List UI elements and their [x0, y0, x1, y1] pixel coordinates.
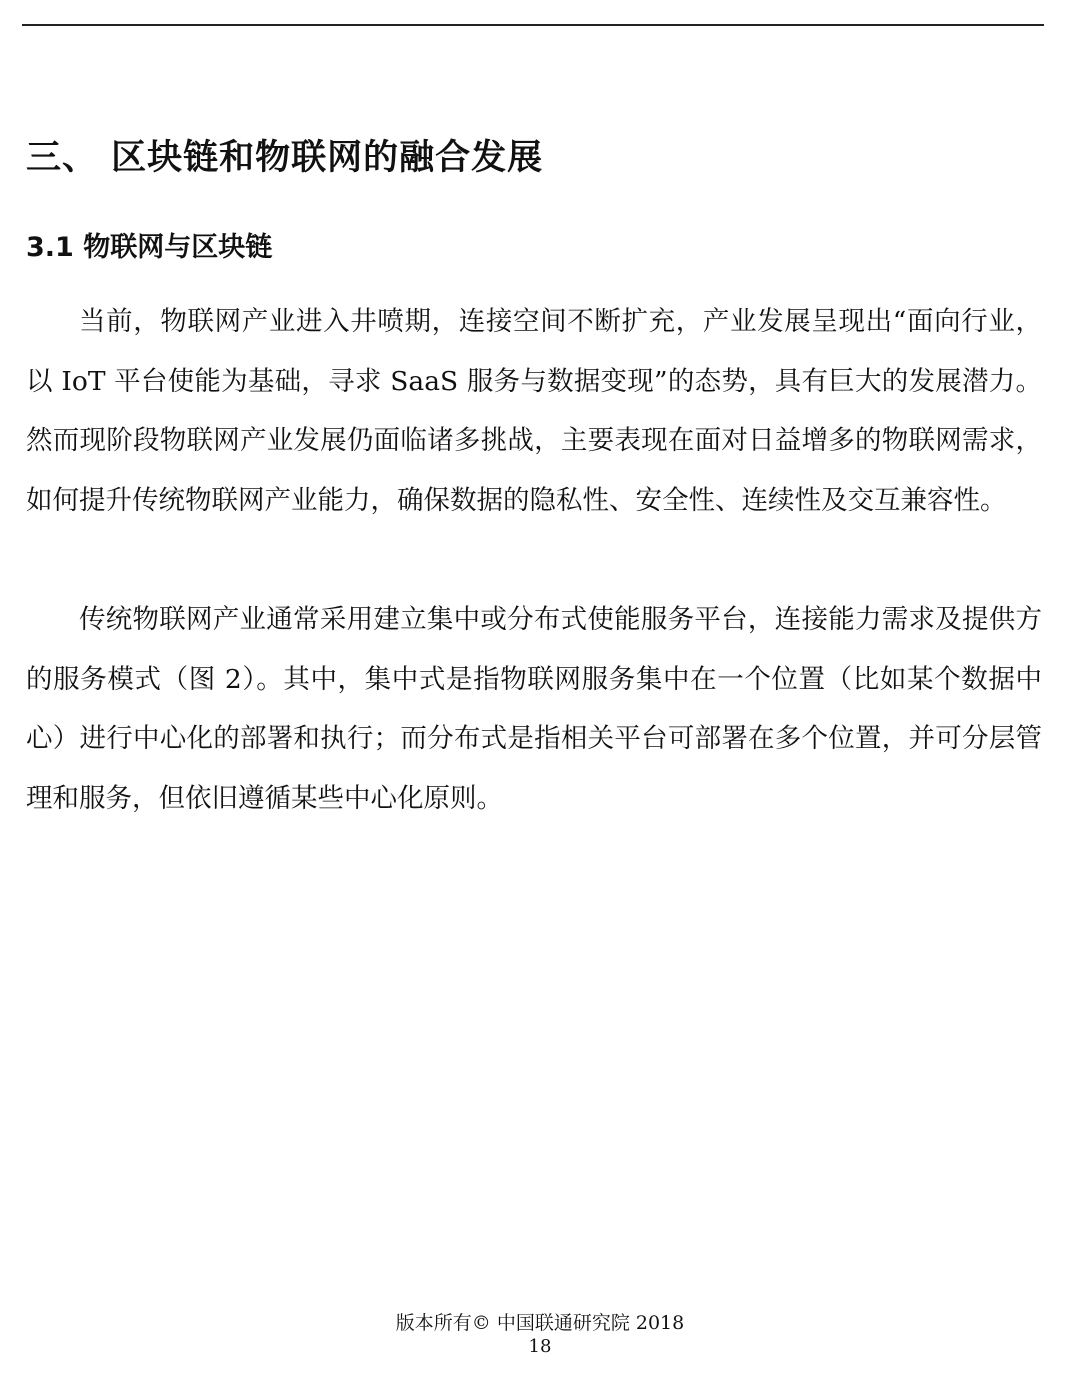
body-paragraph-1: 当前，物联网产业进入井喷期，连接空间不断扩充，产业发展呈现出“面向行业，以 IoT 平台使能为基础，寻求 SaaS 服务与数据变现”的态势，具有巨大的发展潜力。然而现阶段物联网产业发展仍面临诸多挑战，主要表现在面对日益增多的物联网需求，如何提升传统物联网产业能力，确保数据的隐私性、安全性、连续性及交互兼容性。 [26, 306, 1042, 516]
page-number: 18 [528, 1336, 552, 1357]
footer-copyright: 版本所有© 中国联通研究院 2018 [395, 1312, 685, 1334]
body-paragraph-2: 传统物联网产业通常采用建立集中或分布式使能服务平台，连接能力需求及提供方的服务模式（图 2）。其中，集中式是指物联网服务集中在一个位置（比如某个数据中心）进行中心化的部署和执行；而分布式是指相关平台可部署在多个位置，并可分层管理和服务，但依旧遵循某些中心化原则。 [26, 604, 1042, 814]
header-rule [22, 24, 1044, 26]
chapter-title: 三、 区块链和物联网的融合发展 [26, 138, 544, 178]
section-title: 3.1 物联网与区块链 [26, 232, 273, 263]
